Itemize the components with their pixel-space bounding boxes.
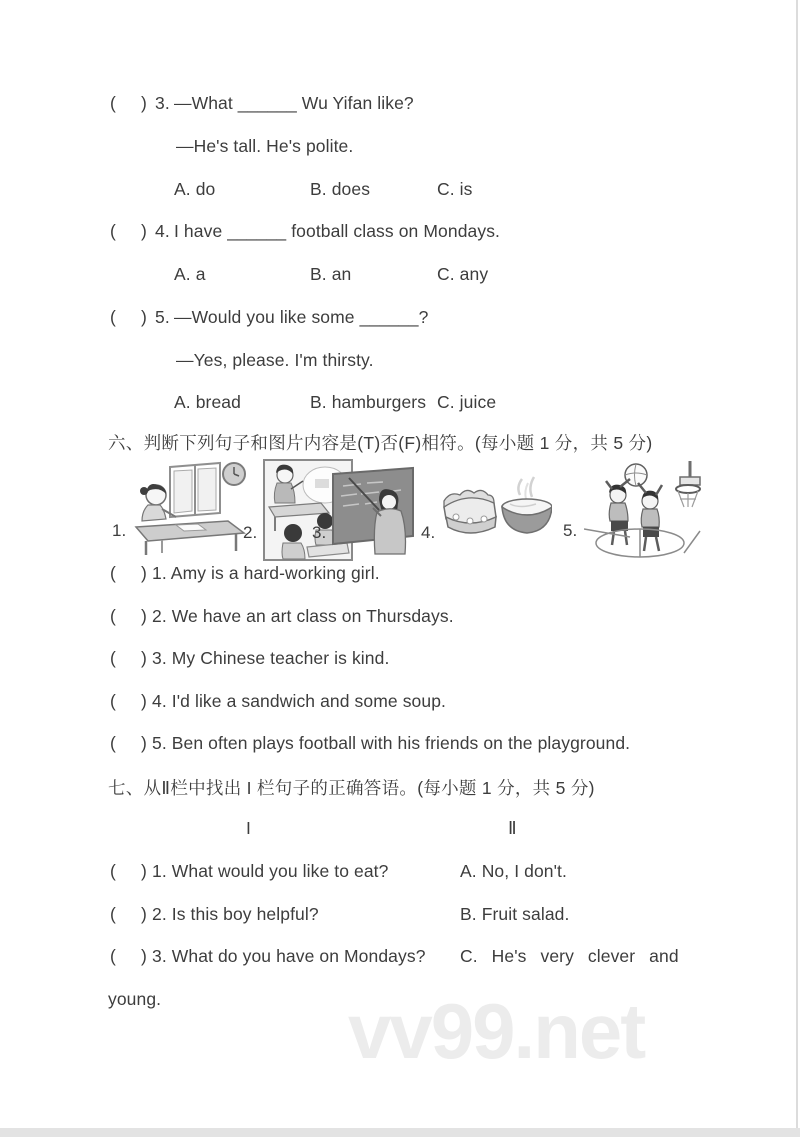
watermark: vv99.net <box>348 987 645 1075</box>
matching-question-3: 3. What do you have on Mondays? <box>152 946 426 966</box>
matching-answer-b: B. Fruit salad. <box>460 904 570 924</box>
picture-sandwich-and-soup <box>440 473 552 555</box>
section-7-title: 七、从Ⅱ栏中找出 I 栏句子的正确答语。(每小题 1 分，共 5 分) <box>108 778 595 798</box>
option-c: C. any <box>437 264 489 284</box>
column-2-header: Ⅱ <box>508 818 517 838</box>
question-line-1: I have ______ football class on Mondays. <box>174 221 501 241</box>
option-b: B. an <box>310 264 352 284</box>
question-line-2: —He's tall. He's polite. <box>176 136 354 156</box>
answer-paren-open: ( <box>110 861 116 881</box>
question-line-2: —Yes, please. I'm thirsty. <box>176 350 374 370</box>
picture-girl-writing-at-desk <box>132 461 250 559</box>
answer-paren-close: ) <box>141 946 147 966</box>
answer-paren-open: ( <box>110 221 116 241</box>
question-line-1: —What ______ Wu Yifan like? <box>174 93 414 113</box>
picture-4-number: 4. <box>421 523 436 542</box>
answer-paren-open: ( <box>110 691 116 711</box>
answer-paren-open: ( <box>110 563 116 583</box>
question-number: 4. <box>155 221 170 241</box>
picture-kids-playing-basketball <box>584 459 702 561</box>
matching-answer-c: C. He's very clever and <box>460 946 679 966</box>
answer-paren-close: ) <box>141 563 147 583</box>
tf-statement-1: 1. Amy is a hard-working girl. <box>152 563 380 583</box>
picture-2-number: 2. <box>243 523 258 542</box>
answer-paren-open: ( <box>110 904 116 924</box>
page-bottom-edge <box>0 1128 800 1137</box>
matching-answer-c-continuation: young. <box>108 989 162 1009</box>
answer-paren-close: ) <box>141 93 147 113</box>
answer-paren-close: ) <box>141 221 147 241</box>
question-number: 5. <box>155 307 170 327</box>
option-b: B. hamburgers <box>310 392 427 412</box>
option-a: A. bread <box>174 392 241 412</box>
answer-paren-close: ) <box>141 648 147 668</box>
matching-question-1: 1. What would you like to eat? <box>152 861 389 881</box>
answer-paren-close: ) <box>141 307 147 327</box>
tf-statement-5: 5. Ben often plays football with his friends on the playground. <box>152 733 631 753</box>
answer-paren-close: ) <box>141 691 147 711</box>
answer-paren-close: ) <box>141 904 147 924</box>
option-c: C. juice <box>437 392 497 412</box>
option-c: C. is <box>437 179 473 199</box>
tf-statement-3: 3. My Chinese teacher is kind. <box>152 648 390 668</box>
question-line-1: —Would you like some ______? <box>174 307 429 327</box>
answer-paren-open: ( <box>110 946 116 966</box>
option-a: A. a <box>174 264 206 284</box>
question-number: 3. <box>155 93 170 113</box>
answer-paren-open: ( <box>110 93 116 113</box>
picture-5-number: 5. <box>563 521 578 540</box>
matching-answer-a: A. No, I don't. <box>460 861 567 881</box>
answer-paren-close: ) <box>141 861 147 881</box>
picture-3-number: 3. <box>312 523 327 542</box>
tf-statement-2: 2. We have an art class on Thursdays. <box>152 606 454 626</box>
option-a: A. do <box>174 179 216 199</box>
tf-statement-4: 4. I'd like a sandwich and some soup. <box>152 691 447 711</box>
answer-paren-open: ( <box>110 648 116 668</box>
page-right-edge <box>796 0 798 1137</box>
section-6-title: 六、判断下列句子和图片内容是(T)否(F)相符。(每小题 1 分，共 5 分) <box>108 433 653 453</box>
answer-paren-open: ( <box>110 606 116 626</box>
answer-paren-open: ( <box>110 733 116 753</box>
answer-paren-open: ( <box>110 307 116 327</box>
picture-teacher-at-blackboard <box>331 466 415 556</box>
column-1-header: I <box>246 818 251 838</box>
matching-question-2: 2. Is this boy helpful? <box>152 904 319 924</box>
answer-paren-close: ) <box>141 606 147 626</box>
picture-1-number: 1. <box>112 521 127 540</box>
answer-paren-close: ) <box>141 733 147 753</box>
option-b: B. does <box>310 179 371 199</box>
